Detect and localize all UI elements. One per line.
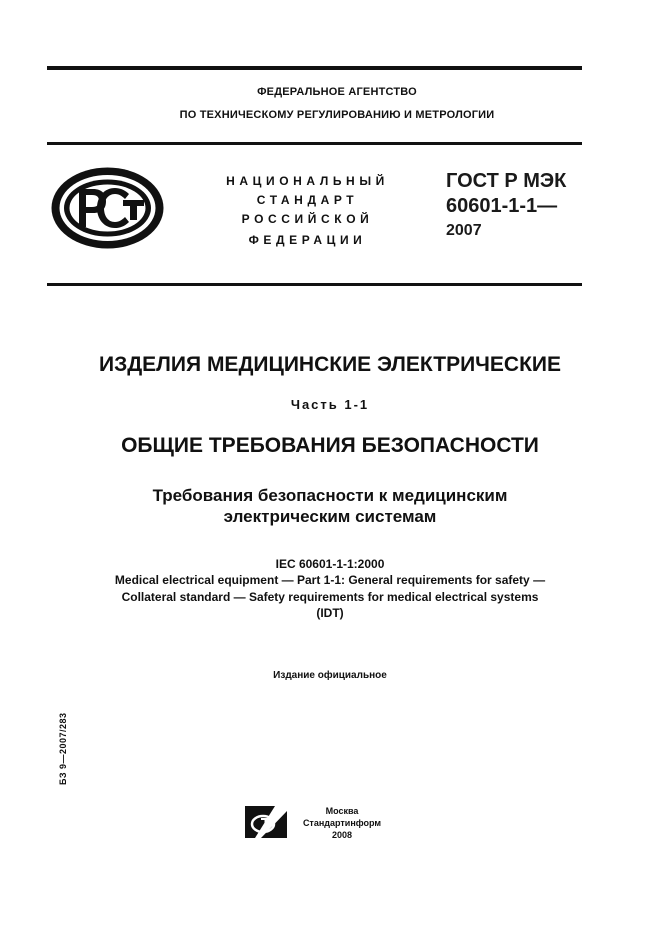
document-title: ИЗДЕЛИЯ МЕДИЦИНСКИЕ ЭЛЕКТРИЧЕСКИЕ [98, 353, 562, 376]
national-standard-line-2: СТАНДАРТ [256, 193, 359, 207]
document-part: Часть 1-1 [290, 397, 370, 412]
iec-reference: IEC 60601-1-1:2000 [275, 557, 385, 571]
edition-label: Издание официальное [273, 670, 387, 681]
bottom-rule [47, 283, 582, 286]
requirements-line-2: электрическим системам [223, 507, 437, 526]
agency-line-2: ПО ТЕХНИЧЕСКОМУ РЕГУЛИРОВАНИЮ И МЕТРОЛОГИИ [179, 109, 495, 121]
national-standard-line-1: НАЦИОНАЛЬНЫЙ [226, 174, 389, 188]
iec-equivalence: (IDT) [316, 606, 344, 620]
standard-designation-line-1: ГОСТ Р МЭК [446, 170, 567, 192]
requirements-line-1: Требования безопасности к медицинским [152, 486, 508, 505]
national-standard-line-3: РОССИЙСКОЙ [241, 212, 374, 226]
standard-designation-year: 2007 [446, 222, 482, 239]
iec-title-line-1: Medical electrical equipment — Part 1-1: General requirements for safety — [114, 573, 546, 587]
publisher-name: Стандартинформ [302, 818, 382, 828]
publisher-city: Москва [325, 806, 359, 816]
iec-title-line-2: Collateral standard — Safety requirements for medical electrical systems [121, 590, 539, 604]
national-standard-line-4: ФЕДЕРАЦИИ [248, 233, 367, 247]
middle-rule [47, 142, 582, 145]
document-subtitle: ОБЩИЕ ТРЕБОВАНИЯ БЕЗОПАСНОСТИ [121, 434, 539, 457]
agency-line-1: ФЕДЕРАЛЬНОЕ АГЕНТСТВО [257, 86, 417, 98]
side-code: БЗ 9—2007/283 [58, 712, 68, 785]
top-rule [47, 66, 582, 70]
rst-certification-logo-icon [49, 165, 166, 251]
standartinform-logo-icon [245, 806, 287, 838]
standard-designation-line-2: 60601-1-1— [446, 195, 558, 217]
publisher-year: 2008 [331, 830, 353, 840]
